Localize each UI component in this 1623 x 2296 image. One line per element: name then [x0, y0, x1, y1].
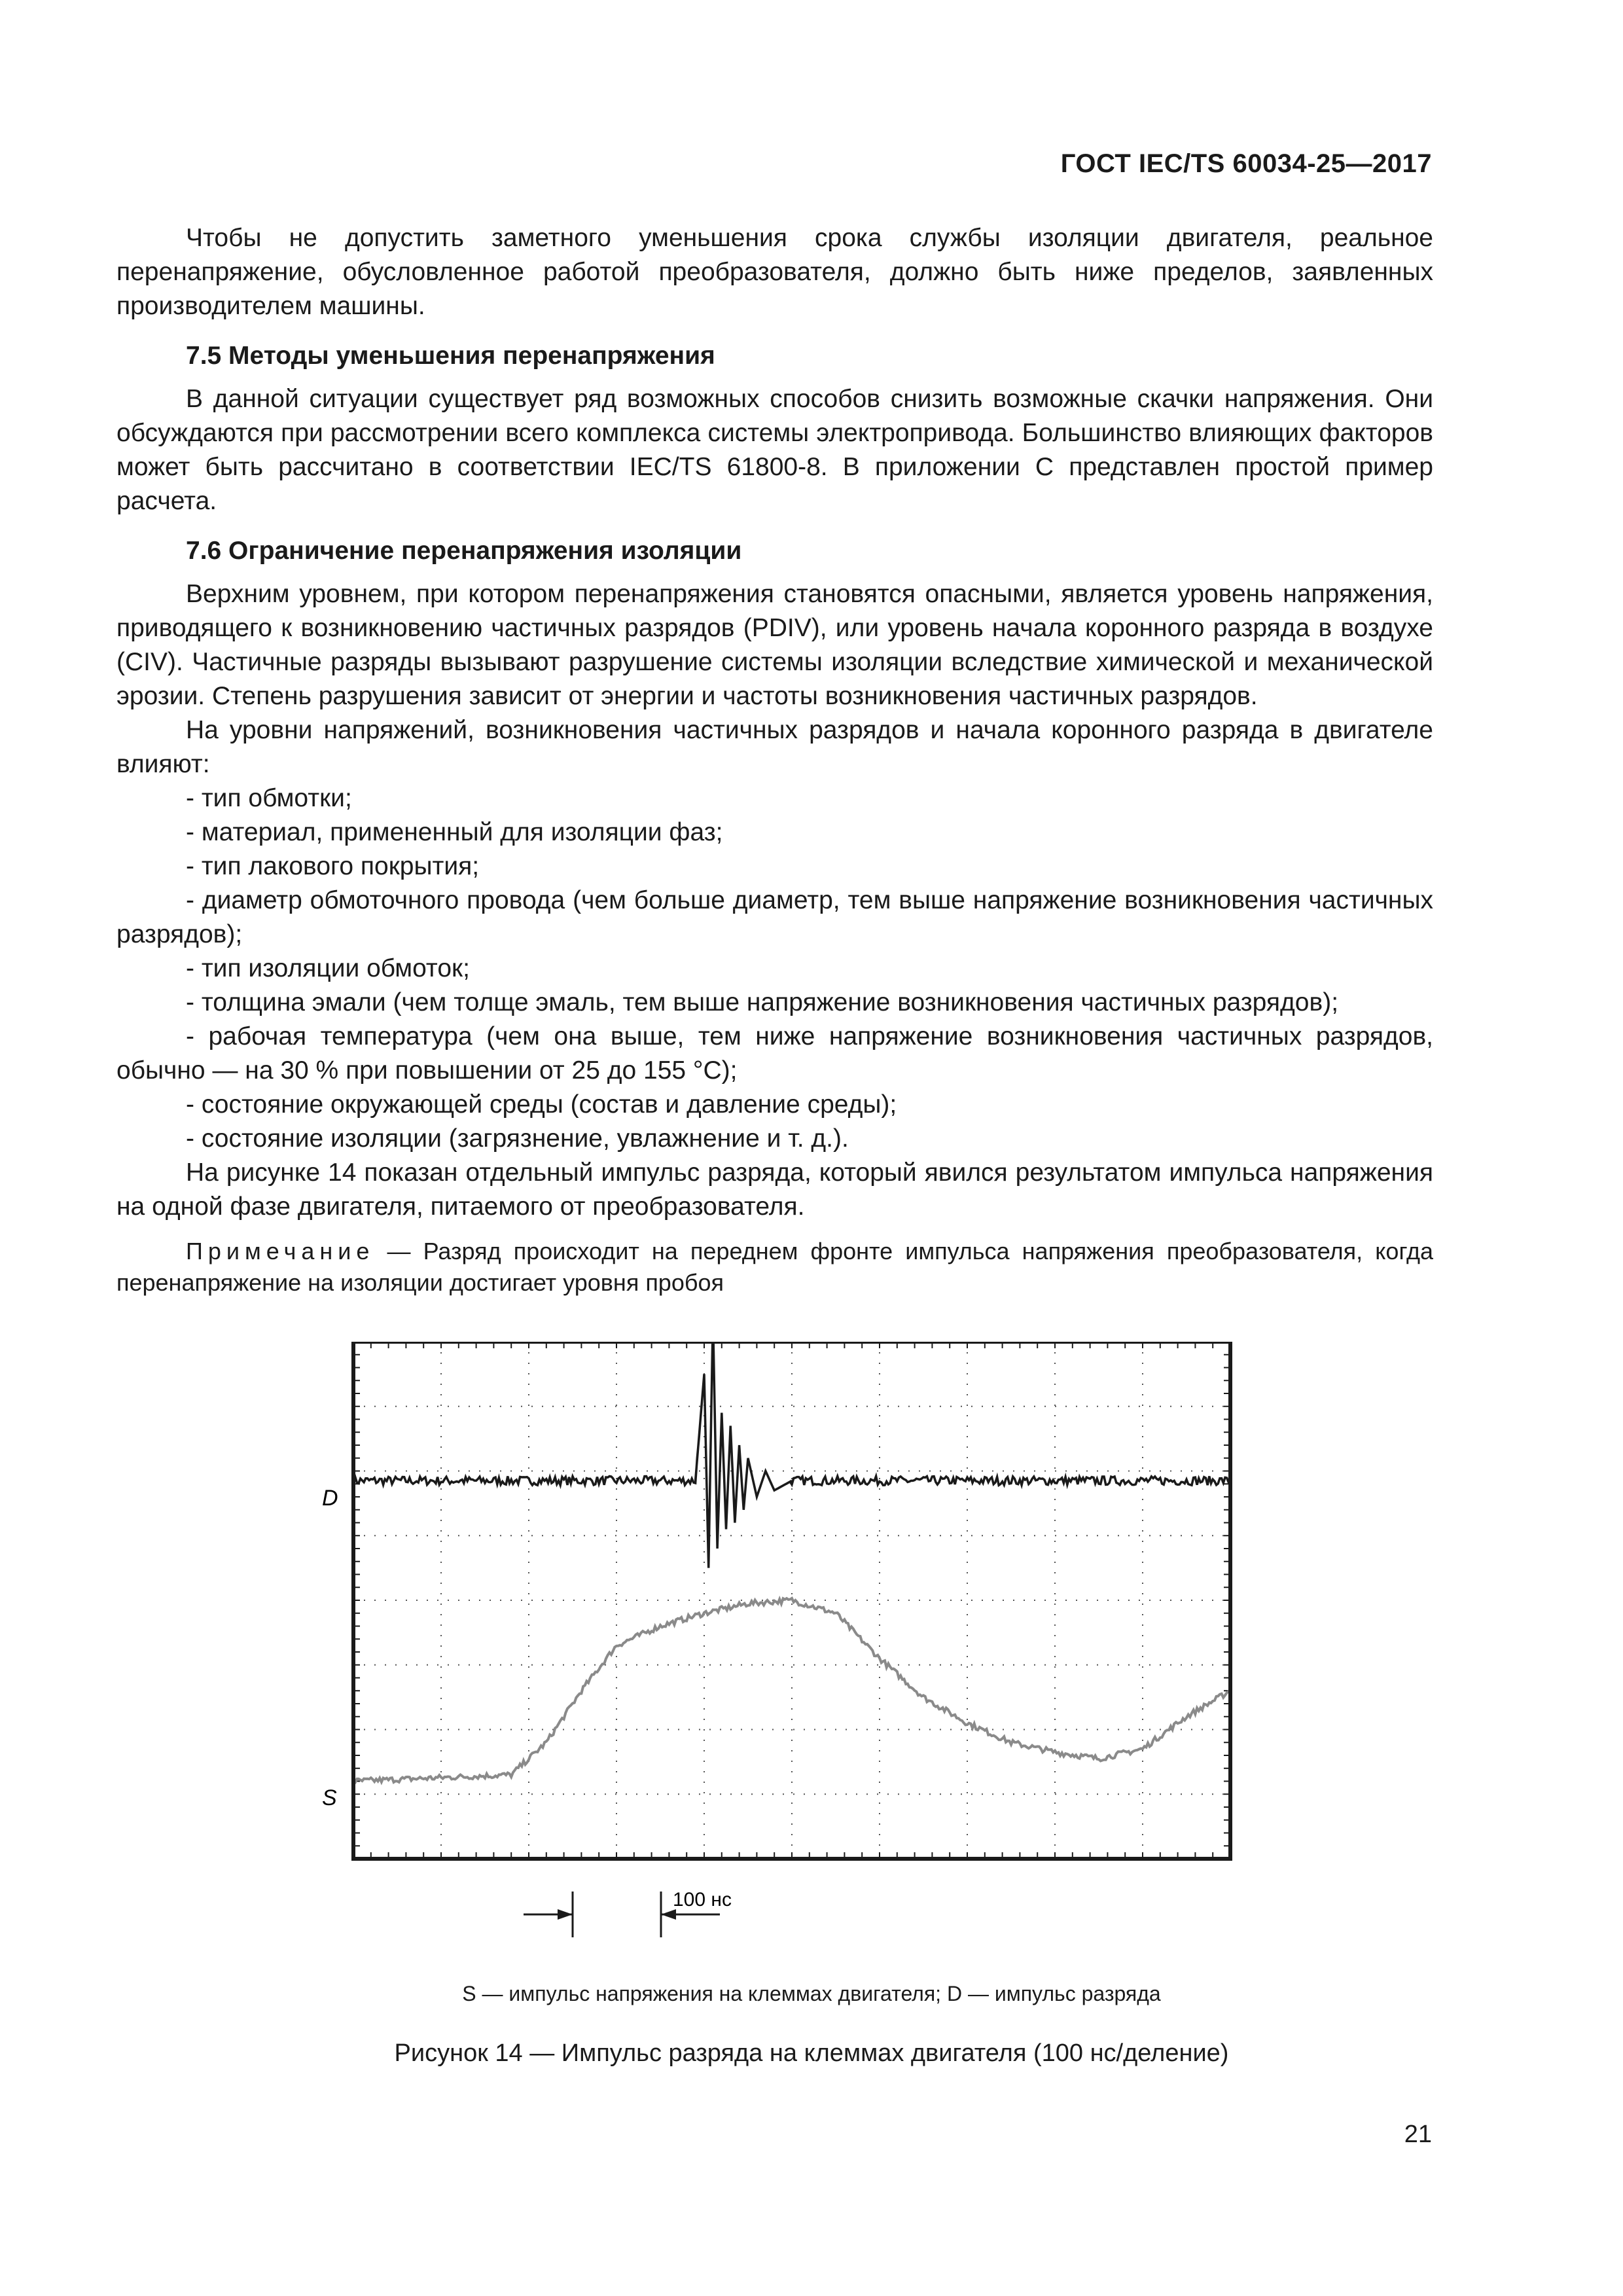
section-heading-7-5: 7.5 Методы уменьшения перенапряжения — [186, 342, 715, 370]
series-s-line — [353, 1598, 1230, 1783]
scale-label: 100 нс — [673, 1889, 732, 1910]
series-d-line — [353, 1342, 1230, 1568]
factors-list — [116, 781, 1433, 1156]
list-item: - толщина эмали (чем толще эмаль, тем выше напряжение возникновения частичных разрядов); — [186, 988, 1339, 1016]
paragraph-7-6-2: На уровни напряжений, возникновения частичных разрядов и начала коронного разряда в двигателе влияют: — [116, 716, 1433, 778]
section-heading-7-6: 7.6 Ограничение перенапряжения изоляции — [186, 537, 742, 565]
list-item: - рабочая температура (чем она выше, тем ниже напряжение возникновения частичных разрядов, обычно — на 30 % при повышении от 25 до 155 °С); — [116, 1022, 1433, 1085]
list-item: - материал, примененный для изоляции фаз; — [186, 818, 723, 846]
body-text — [116, 221, 1433, 1322]
scale-arrowhead-left — [558, 1909, 573, 1920]
document-header: ГОСТ IEC/TS 60034-25—2017 — [1060, 149, 1432, 178]
list-item: - состояние изоляции (загрязнение, увлажнение и т. д.). — [186, 1124, 849, 1153]
label-d: D — [322, 1486, 338, 1511]
figure-caption: Рисунок 14 — Импульс разряда на клеммах двигателя (100 нс/деление) — [394, 2039, 1229, 2067]
paragraph-7-5: В данной ситуации существует ряд возможных способов снизить возможные скачки напряжения. Они обсуждаются при рассмотрении всего комплекса системы электропривода. Большинство влияющих факторов может быть рассчитано в соответствии IEC/TS 61800-8. В приложении С представлен простой пример расчета. — [116, 385, 1433, 515]
paragraph-7-6-1: Верхним уровнем, при котором перенапряжения становятся опасными, является уровень напряжения, приводящего к возникновению частичных разрядов (PDIV), или уровень начала коронного разряда в воздухе (CIV). Частичные разряды вызывают разрушение системы изоляции вследствие химической и механической эрозии. Степень разрушения зависит от энергии и частоты возникновения частичных разрядов. — [116, 580, 1433, 710]
figure-legend-text: S — импульс напряжения на клеммах двигателя; D — импульс разряда — [462, 1982, 1161, 2005]
paragraph-intro: Чтобы не допустить заметного уменьшения срока службы изоляции двигателя, реальное перенапряжение, обусловленное работой преобразователя, должно быть ниже пределов, заявленных производителем машины. — [116, 224, 1433, 320]
figure-14 — [314, 1342, 1243, 1964]
note-label: Примечание — [186, 1238, 375, 1265]
label-s: S — [322, 1785, 337, 1810]
list-item: - тип изоляции обмоток; — [186, 954, 470, 982]
list-item: - состояние окружающей среды (состав и давление среды); — [186, 1090, 897, 1119]
note — [116, 1236, 1433, 1299]
oscillogram — [314, 1342, 1243, 1964]
paragraph-7-6-3: На рисунке 14 показан отдельный импульс разряда, который явился результатом импульса напряжения на одной фазе двигателя, питаемого от преобразователя. — [116, 1158, 1433, 1221]
figure-legend — [0, 1982, 1623, 2006]
scale-arrowhead-right — [661, 1909, 676, 1920]
page-number: 21 — [1404, 2121, 1432, 2148]
list-item: - тип обмотки; — [186, 784, 352, 812]
list-item: - тип лакового покрытия; — [186, 852, 480, 880]
scale-marker — [524, 1889, 732, 1937]
note-text: — Разряд происходит на переднем фронте импульса напряжения преобразователя, когда перенапряжение на изоляции достигает уровня пробоя — [116, 1238, 1433, 1296]
list-item: - диаметр обмоточного провода (чем больше диаметр, тем выше напряжение возникновения частичных разрядов); — [116, 886, 1433, 948]
